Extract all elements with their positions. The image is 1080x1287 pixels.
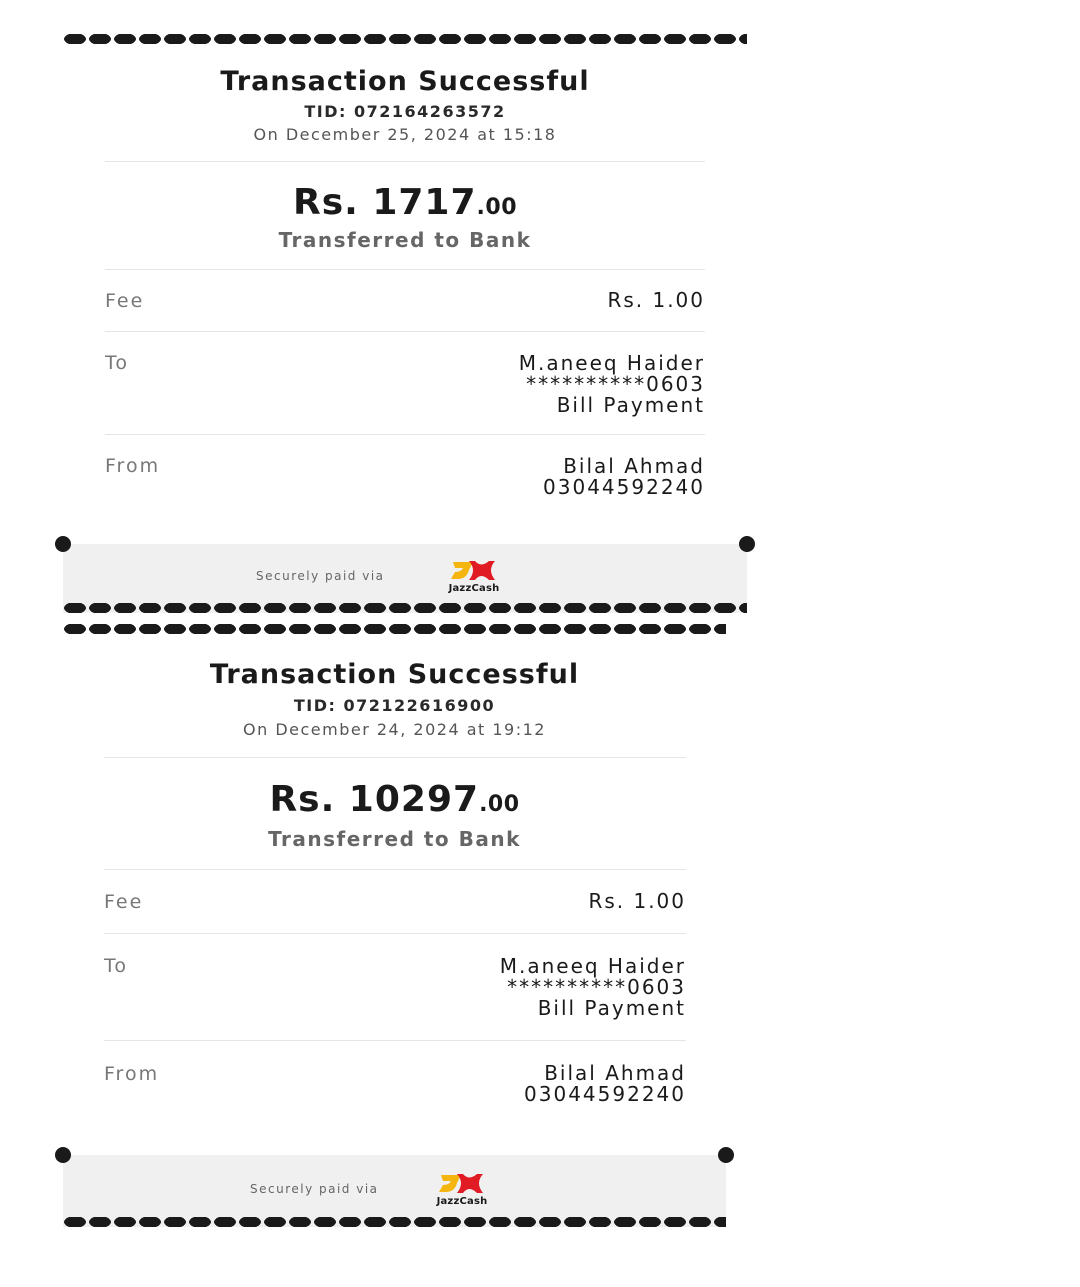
sender-name: Bilal Ahmad [563, 454, 705, 478]
divider [105, 331, 705, 332]
fee-value: Rs. 1.00 [607, 288, 705, 312]
transaction-date: On December 24, 2024 at 19:12 [243, 720, 546, 739]
recipient-name: M.aneeq Haider [499, 954, 686, 978]
notch-right [739, 536, 755, 552]
transaction-date: On December 25, 2024 at 15:18 [253, 125, 557, 144]
divider [104, 757, 686, 758]
transaction-id: TID: 072122616900 [293, 696, 496, 715]
to-details [519, 353, 705, 416]
fee-value: Rs. 1.00 [588, 889, 686, 913]
payment-type: Bill Payment [537, 996, 686, 1020]
receipt-1 [63, 30, 747, 613]
transaction-id: TID: 072164263572 [304, 102, 506, 121]
to-details [500, 956, 686, 1019]
jazzcash-logo [427, 1171, 497, 1207]
divider [104, 933, 686, 934]
amount-decimal: .00 [479, 792, 520, 817]
jazzcash-logo-icon [427, 1171, 497, 1197]
divider [105, 161, 705, 162]
recipient-account: **********0603 [526, 372, 705, 396]
divider [104, 869, 686, 870]
to-label: To [104, 955, 129, 977]
notch-left [55, 1147, 71, 1163]
from-details [543, 456, 705, 498]
payment-type: Bill Payment [556, 393, 705, 417]
receipt-top-edge [63, 34, 747, 44]
receipt-bottom-edge [63, 1217, 726, 1227]
receipt-title: Transaction Successful [209, 659, 580, 690]
jazzcash-logo-icon [439, 558, 509, 584]
amount-decimal: .00 [476, 195, 518, 220]
amount-main: Rs. 10297 [269, 779, 480, 820]
transfer-type: Transferred to Bank [278, 228, 532, 252]
receipt-top-edge [63, 624, 726, 634]
transfer-type: Transferred to Bank [268, 827, 521, 851]
secure-text: Securely paid via [250, 1182, 379, 1196]
divider [105, 434, 705, 435]
from-label: From [105, 455, 161, 477]
divider [105, 269, 705, 270]
receipt-2 [63, 624, 726, 1227]
from-details [524, 1063, 686, 1105]
recipient-name: M.aneeq Haider [518, 351, 705, 375]
receipt-bottom-edge [63, 603, 747, 613]
fee-label: Fee [105, 290, 145, 312]
receipt-title: Transaction Successful [220, 66, 590, 97]
sender-name: Bilal Ahmad [544, 1061, 686, 1085]
secure-text: Securely paid via [256, 569, 385, 583]
brand-name: JazzCash [436, 1196, 488, 1207]
to-label: To [105, 352, 130, 374]
sender-number: 03044592240 [524, 1082, 686, 1106]
fee-label: Fee [104, 891, 144, 913]
amount [63, 182, 747, 223]
recipient-account: **********0603 [507, 975, 686, 999]
sender-number: 03044592240 [543, 475, 705, 499]
jazzcash-logo [439, 558, 509, 594]
amount [63, 779, 726, 820]
divider [104, 1040, 686, 1041]
amount-main: Rs. 1717 [292, 182, 477, 223]
brand-name: JazzCash [448, 583, 500, 594]
notch-left [55, 536, 71, 552]
notch-right [718, 1147, 734, 1163]
from-label: From [104, 1063, 160, 1085]
